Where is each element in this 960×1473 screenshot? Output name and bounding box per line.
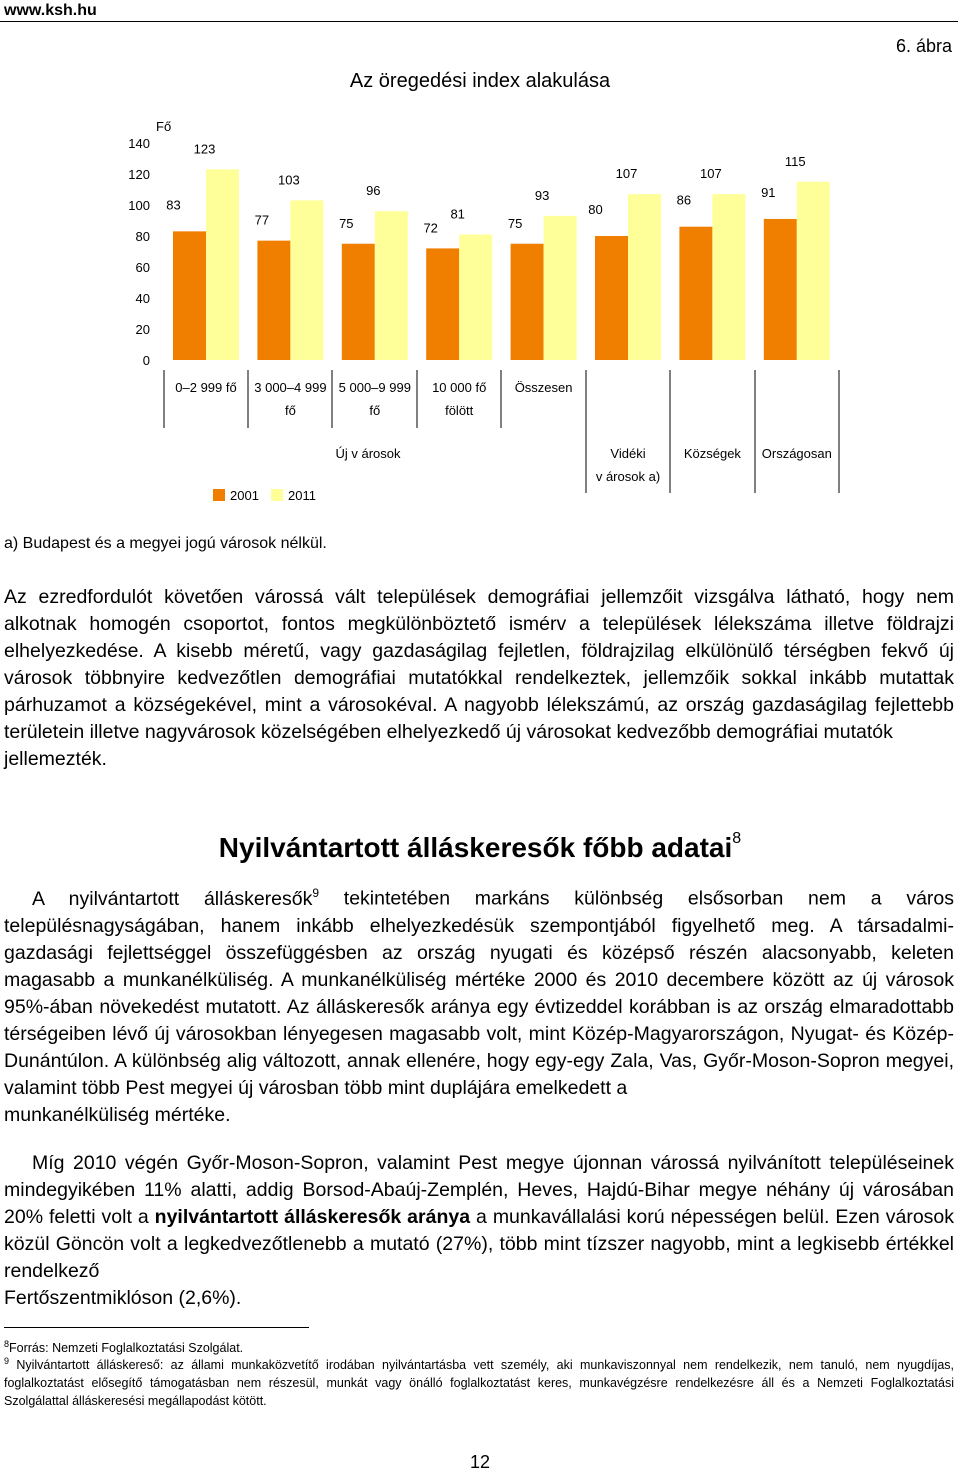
bar-label-2011-8: 115 — [784, 153, 806, 169]
bar-2011-6 — [628, 194, 661, 360]
y-tick-label: 100 — [128, 198, 150, 213]
category-label-6-line-1: Vidéki — [610, 446, 646, 461]
bar-label-2011-4: 81 — [450, 206, 465, 222]
legend-label-2011: 2011 — [288, 488, 316, 503]
category-label-1-line-1: 0–2 999 fő — [175, 380, 237, 395]
category-label-3-line-2: fő — [369, 403, 381, 418]
legend-swatch-2011 — [271, 489, 283, 501]
paragraph-3 — [4, 1150, 954, 1312]
paragraph-1-last: jellemezték. — [4, 748, 107, 770]
bar-2011-2 — [290, 200, 323, 360]
bar-label-2001-7: 86 — [676, 192, 692, 208]
category-label-6-line-2: v árosok a) — [595, 469, 661, 484]
paragraph-2-lead: A nyilvántartott álláskeresők — [32, 887, 313, 910]
paragraph-2-body: tekintetében markáns különbség elsősorban nem a város településnagyságában, hanem inkább elhelyezkedésük szempontjából figyelhető meg. A társadalmi-gazdasági fejlettséggel összefüggésben az ország nyugati és középső részén alacsonyabb, keleten magasabb a munkanélküliség. A munkanélküliség mértéke 2000 és 2010 decembere között az új városok 95%-ában növekedést mutatott. Az álláskeresők aránya egy évtizeddel korábban is az ország elmaradottabb térségeiben lévő új városokban lényegesen magasabb volt, mint Közép-Magyarországon, Nyugat- és Közép-Dunántúlon. A különbség alig változott, annak ellenére, hogy egy-egy Zala, Vas, Győr-Moson-Sopron megyei, valamint több Pest megyei új városban több mint duplájára emelkedett a — [4, 887, 955, 1099]
section-title — [0, 832, 960, 864]
y-tick-label: 40 — [135, 291, 150, 306]
bar-label-2001-1: 83 — [166, 197, 181, 213]
bar-label-2001-2: 77 — [254, 212, 270, 228]
footnote-8-text: Forrás: Nemzeti Foglalkoztatási Szolgálat. — [9, 1341, 244, 1356]
category-label-2-line-2: fő — [284, 403, 296, 418]
bar-2011-1 — [206, 169, 239, 360]
bar-label-2011-6: 107 — [615, 166, 638, 182]
category-label-4-line-2: fölött — [445, 403, 474, 418]
category-label-8-line-1: Országosan — [761, 446, 832, 461]
paragraph-2 — [4, 880, 954, 1129]
bar-2001-6 — [595, 236, 628, 360]
section-title-footnote-ref: 8 — [732, 830, 742, 847]
bar-label-2011-2: 103 — [278, 172, 300, 188]
footnote-ref-9: 9 — [312, 886, 320, 900]
bar-2001-3 — [342, 244, 375, 360]
legend-swatch-2001 — [213, 489, 225, 501]
paragraph-3-before: Míg 2010 végén Győr-Moson-Sopron, valamint Pest megye újonnan várossá nyilvánított településeinek mindegyikében 11% alatti, addig Borsod-Abaúj-Zemplén, Heves, Hajdú-Bihar megye néhány új városában 20% feletti volt a — [4, 1152, 954, 1228]
bar-2001-2 — [257, 241, 290, 360]
footnote-8-num: 8 — [4, 1339, 10, 1349]
y-axis-label: Fő — [156, 119, 172, 134]
bar-label-2001-5: 75 — [507, 215, 523, 231]
footnote-rule — [4, 1327, 309, 1328]
bar-label-2001-6: 80 — [588, 202, 603, 217]
paragraph-3-after: a munkavállalási korú népességen belül. Ezen városok közül Göncön volt a legkedvezőtlenebb a mutató (27%), több mint tízszer nagyobb, mint a legkisebb értékkel rendelkező — [4, 1206, 955, 1282]
bar-2011-8 — [797, 182, 830, 360]
footnote-9-num: 9 — [4, 1356, 10, 1366]
bar-2011-5 — [544, 216, 577, 360]
paragraph-3-last: Fertőszentmiklóson (2,6%). — [4, 1287, 242, 1309]
footnote-9-text: Nyilvántartott álláskereső: az állami munkaközvetítő irodában nyilvántartásba vett személy, aki munkaviszonnyal nem rendelkezik, nem tanuló, nem nyugdíjas, foglalkoztatást elősegítő támogatásban nem részesül, munkát vagy önálló foglalkoztatást keres, munkavégzésre rendelkezésre áll és a Nemzeti Foglalkoztatási Szolgálattal álláskeresési megállapodást kötött. — [4, 1358, 954, 1409]
bar-2001-1 — [173, 231, 206, 360]
section-title-text: Nyilvántartott álláskeresők főbb adatai — [218, 832, 733, 863]
category-label-4-line-1: 10 000 fő — [432, 380, 487, 395]
y-tick-label: 60 — [135, 260, 150, 275]
paragraph-2-last: munkanélküliség mértéke. — [4, 1103, 231, 1126]
site-url: www.ksh.hu — [4, 2, 97, 19]
chart-footnote: a) Budapest és a megyei jogú városok nélkül. — [4, 535, 327, 552]
page-number: 12 — [469, 1452, 491, 1472]
bar-2011-7 — [712, 194, 745, 360]
y-tick-label: 0 — [142, 353, 150, 368]
bar-label-2001-3: 75 — [339, 215, 354, 231]
y-tick-label: 20 — [135, 322, 150, 337]
bar-label-2011-3: 96 — [366, 183, 381, 199]
legend-label-2001: 2001 — [230, 488, 259, 503]
category-label-2-line-1: 3 000–4 999 — [254, 380, 327, 395]
bar-2001-8 — [764, 219, 797, 360]
y-tick-label: 140 — [128, 136, 150, 151]
header-rule — [0, 21, 958, 22]
bar-2011-4 — [459, 234, 492, 360]
bar-label-2001-4: 72 — [423, 220, 438, 236]
paragraph-1 — [4, 584, 954, 773]
bar-label-2011-5: 93 — [534, 187, 550, 203]
aging-index-chart — [0, 110, 960, 510]
figure-number: 6. ábra — [895, 36, 952, 56]
paragraph-1-text: Az ezredfordulót követően várossá vált települések demográfiai jellemzőit vizsgálva látható, hogy nem alkotnak homogén csoportot, fontos megkülönböztető ismérv a települések lélekszáma illetve földrajzi elhelyezkedése. A kisebb méretű, vagy gazdaságilag fejletlen, földrajzilag elkülönülő térségben fekvő új városok többnyire kedvezőtlen demográfiai mutatókkal rendelkeztek, jellemzőik sokkal inkább mutattak párhuzamot a községekével, mint a városokéval. A nagyobb lélekszámú, az ország gazdaságilag fejlettebb területein illetve nagyvárosok közelségében elhelyezkedő új városokat kedvezőbb demográfiai mutatók — [4, 586, 954, 743]
paragraph-3-bold: nyilvántartott álláskeresők aránya — [154, 1206, 471, 1228]
category-label-3-line-1: 5 000–9 999 — [338, 380, 411, 395]
category-label-5-line-1: Összesen — [514, 380, 573, 395]
bar-2011-3 — [375, 211, 408, 360]
bar-2001-5 — [511, 244, 544, 360]
bar-2001-4 — [426, 248, 459, 360]
bar-label-2001-8: 91 — [761, 184, 776, 200]
chart-title: Az öregedési index alakulása — [349, 70, 611, 92]
y-tick-label: 120 — [128, 167, 150, 182]
category-label-7-line-1: Községek — [683, 446, 741, 461]
group-label: Új v árosok — [335, 446, 401, 461]
bar-label-2011-7: 107 — [700, 166, 722, 182]
footnote-9 — [4, 1352, 954, 1410]
bar-2001-7 — [679, 227, 712, 360]
bar-label-2011-1: 123 — [193, 141, 216, 157]
y-tick-label: 80 — [135, 229, 150, 244]
